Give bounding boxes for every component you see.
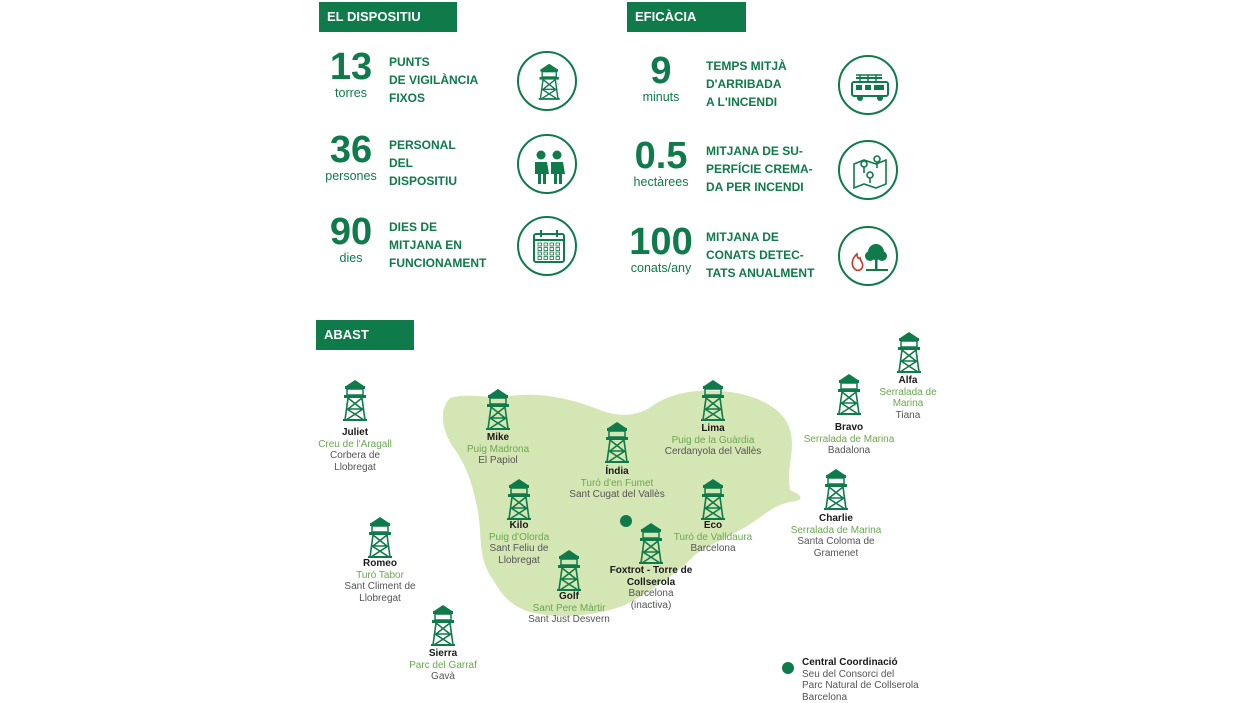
tower-name: Alfa	[898, 375, 918, 386]
tower-city: Llobregat	[498, 554, 540, 566]
tower-name: Kilo	[509, 520, 529, 531]
stat-unit: minuts	[642, 90, 680, 104]
tower-name: Sierra	[428, 648, 458, 659]
stat-label-line: D'ARRIBADA	[706, 77, 782, 91]
stat-number: 13	[329, 46, 373, 88]
tower-city: Gramenet	[813, 547, 859, 559]
watchtower-icon	[504, 477, 534, 521]
stat-label-line: A L'INCENDI	[706, 95, 778, 109]
stat-number: 9	[650, 50, 672, 92]
tower-label	[879, 375, 936, 421]
watchtower-icon	[365, 515, 395, 559]
watchtower-icon	[894, 330, 924, 374]
stat-label-line: PERFÍCIE CREMA-	[706, 162, 813, 176]
tower-name: Collserola	[626, 576, 676, 588]
tower-city: Gavà	[431, 671, 455, 682]
tower-city: El Papiol	[478, 455, 518, 466]
stat-unit: torres	[335, 86, 367, 100]
tower-name: Romeo	[363, 558, 397, 569]
tower-name: Bravo	[834, 422, 864, 433]
stat-label-line: DE VIGILÀNCIA	[389, 73, 479, 87]
tower-place: Puig de la Guàrdia	[671, 434, 755, 446]
tower-label	[569, 466, 664, 501]
tower-city: Sant Feliu de	[489, 543, 549, 554]
tower-city: Sant Just Desvern	[528, 614, 610, 625]
legend	[802, 657, 919, 703]
tower-city: Cerdanyola del Vallès	[664, 446, 762, 457]
tower-city: Badalona	[827, 445, 871, 456]
tower-city: Barcelona	[690, 543, 736, 554]
stat-unit: persones	[325, 169, 377, 183]
tower-city: Tiana	[895, 409, 921, 421]
legend-title: Central Coordinació	[802, 657, 898, 668]
watchtower-icon	[834, 372, 864, 416]
section-header-dispositiu: EL DISPOSITIU	[319, 2, 457, 32]
tower-label	[344, 558, 415, 604]
tower-label	[610, 565, 693, 611]
tower-label	[467, 432, 529, 467]
tower-city: (inactiva)	[630, 599, 672, 611]
tower-place: Parc del Garraf	[409, 659, 477, 671]
legend-line: Parc Natural de Collserola	[802, 680, 919, 691]
stat-number: 100	[629, 221, 693, 263]
watchtower-icon	[636, 521, 666, 565]
tower-place: Creu de l'Aragall	[318, 438, 392, 450]
tower-label	[528, 591, 610, 626]
stat-label-line: PUNTS	[389, 55, 430, 69]
watchtower-icon	[602, 420, 632, 464]
tower-city: Sant Climent de	[344, 581, 416, 592]
legend-line: Barcelona	[802, 691, 848, 703]
tower-label	[489, 520, 549, 566]
stat-label-line: DA PER INCENDI	[706, 180, 804, 194]
tower-label	[804, 422, 895, 457]
tower-name: Eco	[703, 520, 723, 531]
tower-place: Sant Pere Màrtir	[532, 602, 606, 614]
tower-city: Llobregat	[359, 592, 401, 604]
tower-name: Lima	[701, 423, 725, 434]
stat-unit: hectàrees	[633, 175, 689, 189]
tower-city: Corbera de	[329, 450, 381, 461]
watchtower-icon	[483, 387, 513, 431]
section-header-eficacia: EFICÀCIA	[627, 2, 746, 32]
tower-label	[409, 648, 477, 683]
stat-label-line: CONATS DETEC-	[706, 248, 804, 262]
watchtower-icon	[554, 548, 584, 592]
tower-place: Puig d'Olorda	[488, 531, 550, 543]
tower-city: Sant Cugat del Vallès	[569, 489, 665, 500]
tower-label	[318, 427, 392, 473]
stat-unit: dies	[339, 251, 363, 265]
stat-number: 36	[329, 129, 373, 171]
section-header-abast: ABAST	[316, 320, 414, 350]
watchtower-icon	[821, 467, 851, 511]
stat-label-line: DEL	[389, 156, 413, 170]
stat-label-line: TEMPS MITJÀ	[706, 59, 787, 73]
tower-place: Turó Tabor	[356, 569, 404, 581]
watchtower-icon	[428, 603, 458, 647]
tower-city: Barcelona	[628, 588, 674, 599]
tower-name: Foxtrot - Torre de	[609, 565, 693, 576]
tower-label	[791, 513, 882, 559]
tower-city: Santa Coloma de	[797, 536, 875, 547]
stat-label-line: MITJANA EN	[389, 238, 462, 252]
tower-name: Charlie	[819, 513, 853, 524]
watchtower-icon	[698, 477, 728, 521]
legend-line: Seu del Consorci del	[802, 668, 895, 680]
tower-label	[665, 423, 762, 458]
stat-label-line: MITJANA DE	[706, 230, 779, 244]
tower-name: Golf	[559, 591, 579, 602]
stat-unit: conats/any	[630, 261, 692, 275]
tower-place: Turó d'en Fumet	[580, 477, 654, 489]
tower-name: Juliet	[341, 427, 369, 438]
stat-label-line: DISPOSITIU	[389, 174, 458, 188]
stat-label-line: DIES DE	[389, 220, 438, 234]
watchtower-icon	[698, 378, 728, 422]
stat-number: 0.5	[634, 135, 688, 177]
stat-label-line: PERSONAL	[389, 138, 456, 152]
tower-city: Llobregat	[334, 461, 376, 473]
watchtower-icon	[340, 378, 370, 422]
tower-name: Mike	[486, 432, 510, 443]
tower-place: Marina	[892, 398, 924, 409]
central-coordinacio-dot	[620, 515, 632, 527]
stat-number: 90	[329, 211, 373, 253]
tower-place: Puig Madrona	[466, 443, 530, 455]
tower-name: Índia	[605, 466, 629, 477]
tower-place: Serralada de Marina	[803, 433, 895, 445]
stat-label-line: FIXOS	[389, 91, 426, 105]
stat-label-line: MITJANA DE SU-	[706, 144, 803, 158]
tower-label	[674, 520, 752, 555]
tower-place: Serralada de Marina	[790, 524, 882, 536]
stat-label-line: TATS ANUALMENT	[706, 266, 815, 280]
tower-place: Serralada de	[879, 386, 937, 398]
legend-dot	[782, 662, 794, 674]
stat-label-line: FUNCIONAMENT	[389, 256, 487, 270]
tower-place: Turó de Valldaura	[673, 531, 753, 543]
